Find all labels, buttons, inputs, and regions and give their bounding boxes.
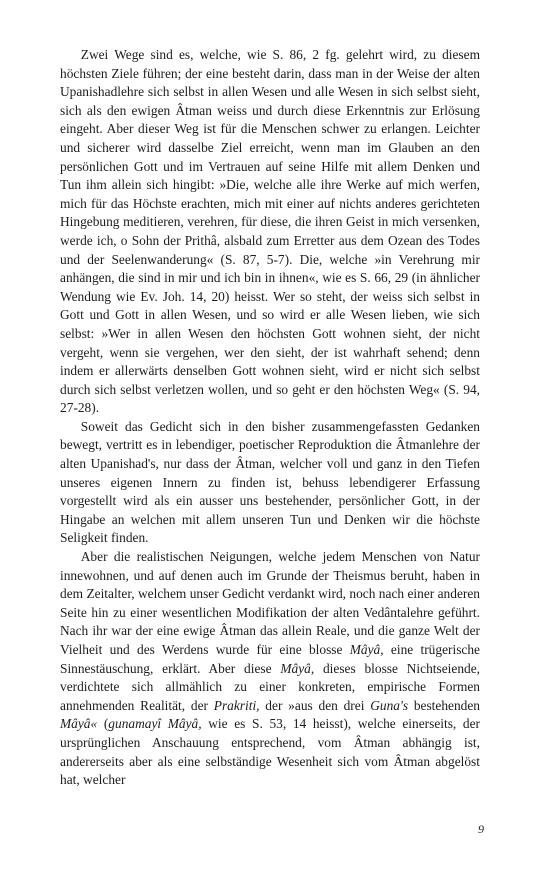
paragraph-3-run-5: dieses blosse Nichtseiende, verdichtete sich allmählich zu einer konkreten, empirische Formen annehmenden Realität, der [60, 660, 481, 713]
paragraph-1-text: Zwei Wege sind es, welche, wie S. 86, 2 fg. gelehrt wird, zu diesem höchsten Ziele führen; der eine besteht darin, dass man in der Weise der alten Upanishadlehre sich selbst in allen Wesen und alle Wesen in sich selbst sieht, sich als den ewigen Âtman weiss und durch diese Erkenntnis zur Erlösung eingeht. Aber dieser Weg ist für die Menschen schwer zu erlangen. Leichter und sicherer wird dasselbe Ziel erreicht, wenn man im Glauben an den persönlichen Gott und im Vertrauen auf seine Hilfe mit allem Denken und Tun ihm allein sich hingibt: »Die, welche alle ihre Werke auf mich werfen, mich für das Höchste erachten, mich mit einer auf nichts anderes gerichteten Hingebung meditieren, verehren, für diese, die ihren Geist in mich versenken, werde ich, o Sohn der Prithâ, alsbald zum Erretter aus dem Ozean des Todes und der Seelenwanderung« (S. 87, 5-7). Die, welche »in Verehrung mir anhängen, die sind in mir und ich bin in ihnen«, wie es S. 66, 29 (in ähnlicher Wendung wie Ev. Joh. 14, 20) heisst. Wer so steht, der weiss sich selbst in Gott und Gott in allen Wesen, und so wird er alle Wesen lieben, wie sich selbst: »Wer in allen Wesen den höchsten Gott wohnen sieht, der nicht vergeht, wenn sie vergehen, wer den sieht, der ist wahrhaft sehend; denn indem er allerwärts denselben Gott wohnen sieht, wird er nicht sich selbst durch sich selbst verletzen wollen, und so geht er den höchsten Weg« (S. 94, 27-28). [60, 47, 480, 416]
term-maya-2: Mâyâ, [280, 660, 315, 676]
paragraph-3-run-7: der »aus den drei [259, 697, 371, 713]
paragraph-3-run-1: Aber die realistischen Neigungen, welche jedem Menschen von Natur innewohnen, und auf denen auch im Grunde der Theismus beruht, haben in dem Zeitalter, welchem unser Gedicht verdankt wird, noch nach einer anderen Seite hin zu einer wesentlichen Modifikation der alten Vedântalehre geführt. Nach ihr war der eine ewige Âtman das allein Reale, und die ganze Welt der Vielheit und des Werdens wurde für eine blosse [60, 549, 480, 657]
term-prakriti: Prakriti, [213, 697, 260, 713]
page-number: 9 [478, 822, 484, 836]
paragraph-3 [60, 548, 480, 790]
term-maya-1: Mâyâ, [349, 642, 384, 657]
term-maya-3: Mâyâ« [60, 716, 98, 732]
paragraph-3-run-9: bestehenden [408, 697, 481, 713]
paragraph-3-run-3: eine trügerische Sinnestäuschung, erklärt. Aber diese [60, 642, 480, 676]
paragraph-2-text: Soweit das Gedicht sich in den bisher zusammengefassten Gedanken bewegt, vertritt es in lebendiger, poetischer Reproduktion die Âtmanlehre der alten Upanishad's, nur dass der Âtman, welcher voll und ganz in den Tiefen unseres eigenen Innern zu finden ist, behuss lebendigerer Erfassung vorgestellt wird als ein ausser uns bestehender, persönlicher Gott, in der Hingabe an welchen mit allem unseren Tun und Denken wir die höchste Seligkeit finden. [60, 418, 480, 546]
term-gunamayi-maya: gunamayî Mâyâ, [108, 716, 202, 732]
paragraph-1 [60, 46, 480, 418]
paragraph-3-run-11: ( [97, 716, 109, 732]
paragraph-3-run-13: wie es S. 53, 14 heisst), welche einerseits, der ursprünglichen Anschauung entsprechend, vom Âtman abhängig ist, andererseits aber als eine selbständige Wesenheit sich vom Âtman abgelöst hat, welcher [60, 716, 481, 788]
paragraph-2 [60, 418, 480, 548]
term-gunas: Guna's [370, 697, 409, 713]
document-page [60, 46, 480, 790]
